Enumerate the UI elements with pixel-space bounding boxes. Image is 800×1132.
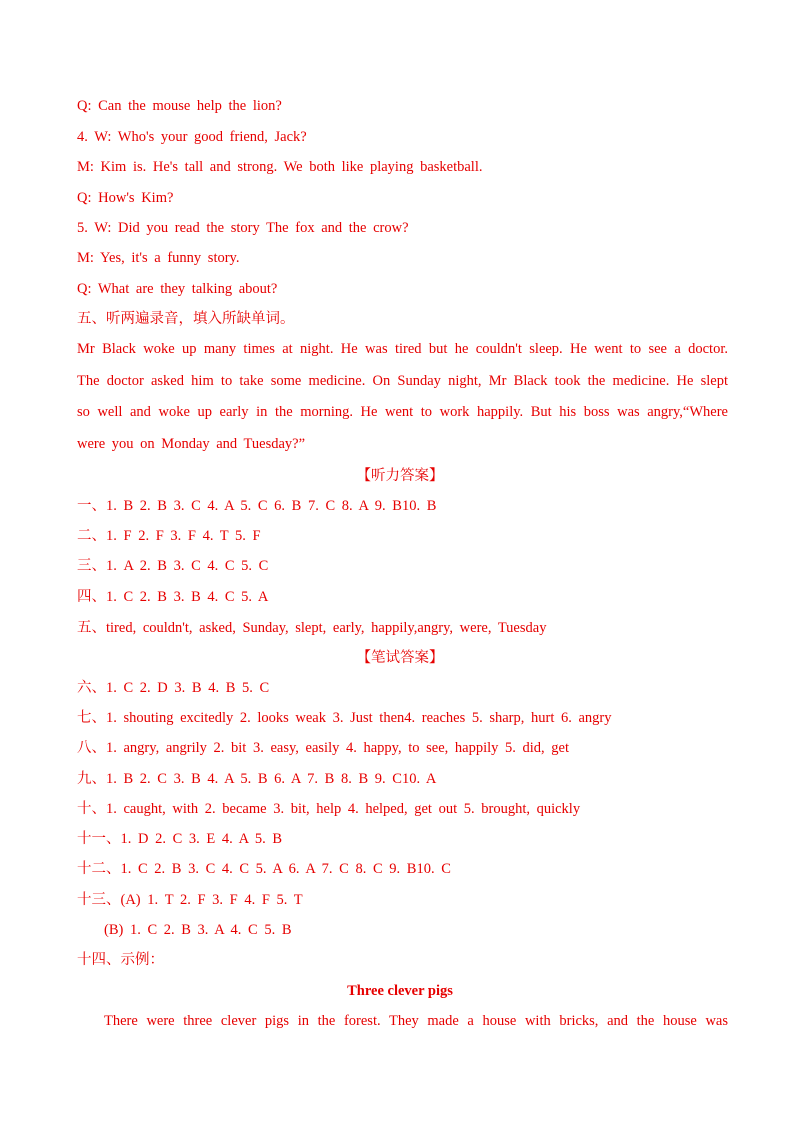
answer-line: 五、tired, couldn't, asked, Sunday, slept, early, happily,angry, were, Tuesday: [77, 620, 547, 636]
script-line-4w: 4. W: Who's your good friend, Jack?: [77, 129, 307, 145]
answer-line: 十、1. caught, with 2. became 3. bit, help 4. helped, get out 5. brought, quickly: [77, 801, 581, 817]
answer-line-14: 十四、示例：: [77, 952, 164, 968]
essay-first-line: There were three clever pigs in the forest. They made a house with bricks, and the house was: [104, 1013, 728, 1029]
answer-line: 二、1. F 2. F 3. F 4. T 5. F: [77, 528, 261, 544]
script-line-4m: M: Kim is. He's tall and strong. We both like playing basketball.: [77, 159, 483, 175]
script-line-4q: Q: How's Kim?: [77, 190, 174, 206]
script-line-5m: M: Yes, it's a funny story.: [77, 250, 240, 266]
answer-line: 六、1. C 2. D 3. B 4. B 5. C: [77, 680, 270, 696]
listening-answers-heading: 【听力答案】: [356, 468, 444, 484]
answer-line: 十一、1. D 2. C 3. E 4. A 5. B: [77, 831, 283, 847]
section5-passage: Mr Black woke up many times at night. He was tired but he couldn't sleep. He went to see a doctor. The doctor asked him to take some medicine. On Sunday night, Mr Black took the medicine. He slept so well and woke up early in the morning. He went to work happily. But his boss was angry,“Where were you on Monday and Tuesday?”: [77, 341, 728, 452]
answer-line: 三、1. A 2. B 3. C 4. C 5. C: [77, 558, 269, 574]
script-line-5q: Q: What are they talking about?: [77, 281, 278, 297]
script-line-q3: Q: Can the mouse help the lion?: [77, 98, 282, 114]
section5-title: 五、听两遍录音，填入所缺单词。: [77, 311, 295, 327]
answer-line: 七、1. shouting excitedly 2. looks weak 3. Just then4. reaches 5. sharp, hurt 6. angry: [77, 710, 612, 726]
answer-line: 八、1. angry, angrily 2. bit 3. easy, easily 4. happy, to see, happily 5. did, get: [77, 740, 569, 756]
answer-line: 一、1. B 2. B 3. C 4. A 5. C 6. B 7. C 8. A 9. B10. B: [77, 498, 437, 514]
answer-line: 四、1. C 2. B 3. B 4. C 5. A: [77, 589, 269, 605]
written-answers-heading: 【笔试答案】: [356, 650, 444, 666]
essay-title: Three clever pigs: [347, 983, 453, 999]
script-line-5w: 5. W: Did you read the story The fox and the crow?: [77, 220, 409, 236]
answer-line: 九、1. B 2. C 3. B 4. A 5. B 6. A 7. B 8. B 9. C10. A: [77, 771, 437, 787]
answer-line: 十三、(A) 1. T 2. F 3. F 4. F 5. T: [77, 892, 303, 908]
answer-line-13b: (B) 1. C 2. B 3. A 4. C 5. B: [104, 922, 292, 938]
answer-line: 十二、1. C 2. B 3. C 4. C 5. A 6. A 7. C 8. C 9. B10. C: [77, 861, 451, 877]
